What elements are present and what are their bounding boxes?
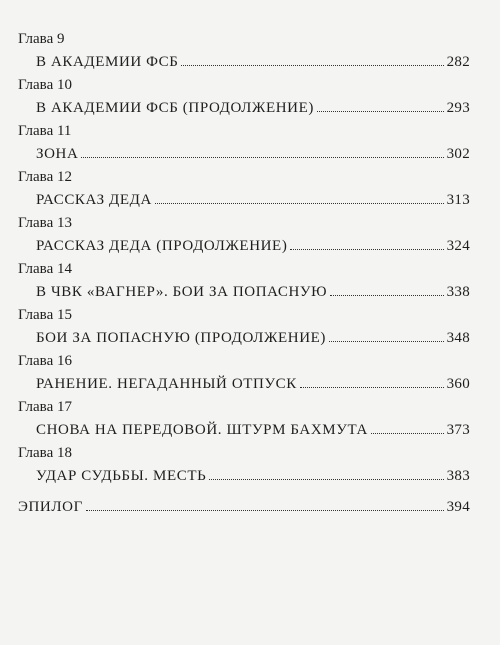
toc-entry-chapter-10 [18, 74, 470, 120]
chapter-label: Глава 18 [18, 445, 72, 461]
page-number: 373 [446, 422, 470, 438]
dot-leader [81, 157, 443, 158]
toc-entry-chapter-13 [18, 212, 470, 258]
chapter-title: СНОВА НА ПЕРЕДОВОЙ. ШТУРМ БАХМУТА [36, 422, 368, 438]
chapter-title: ЗОНА [36, 146, 79, 162]
chapter-row [36, 281, 470, 304]
toc-entry-chapter-11 [18, 120, 470, 166]
chapter-label: Глава 14 [18, 261, 72, 277]
toc-entry-chapter-17 [18, 396, 470, 442]
toc-entry-chapter-15 [18, 304, 470, 350]
chapter-row [36, 327, 470, 350]
chapter-label: Глава 16 [18, 353, 72, 369]
chapter-title: В ЧВК «ВАГНЕР». БОИ ЗА ПОПАСНУЮ [36, 284, 328, 300]
dot-leader [371, 433, 444, 434]
chapter-row [36, 419, 470, 442]
chapter-row [36, 51, 470, 74]
chapter-label: Глава 15 [18, 307, 72, 323]
table-of-contents [18, 28, 470, 519]
chapter-title: РАССКАЗ ДЕДА (ПРОДОЛЖЕНИЕ) [36, 238, 288, 254]
chapter-row [36, 143, 470, 166]
dot-leader [330, 295, 443, 296]
dot-leader [209, 479, 443, 480]
toc-entry-epilogue [18, 496, 470, 519]
page-number: 302 [446, 146, 470, 162]
chapter-label: Глава 10 [18, 77, 72, 93]
dot-leader [329, 341, 444, 342]
toc-entry-chapter-16 [18, 350, 470, 396]
chapter-label: Глава 17 [18, 399, 72, 415]
chapter-row [36, 189, 470, 212]
dot-leader [317, 111, 444, 112]
epilogue-title: ЭПИЛОГ [18, 499, 83, 515]
chapter-row [36, 373, 470, 396]
page-number: 394 [446, 499, 470, 515]
dot-leader [181, 65, 443, 66]
chapter-title: В АКАДЕМИИ ФСБ [36, 54, 179, 70]
chapter-title: РАНЕНИЕ. НЕГАДАННЫЙ ОТПУСК [36, 376, 297, 392]
page-number: 348 [446, 330, 470, 346]
dot-leader [300, 387, 444, 388]
chapter-label: Глава 9 [18, 31, 65, 47]
chapter-title: БОИ ЗА ПОПАСНУЮ (ПРОДОЛЖЕНИЕ) [36, 330, 326, 346]
chapter-title: РАССКАЗ ДЕДА [36, 192, 152, 208]
dot-leader [290, 249, 443, 250]
chapter-label: Глава 12 [18, 169, 72, 185]
page-number: 324 [446, 238, 470, 254]
epilogue-row [18, 496, 470, 519]
chapter-label: Глава 11 [18, 123, 72, 139]
dot-leader [155, 203, 444, 204]
page-number: 360 [446, 376, 470, 392]
chapter-row [36, 465, 470, 488]
chapter-row [36, 97, 470, 120]
page-number: 293 [446, 100, 470, 116]
page-number: 383 [446, 468, 470, 484]
toc-entry-chapter-9 [18, 28, 470, 74]
toc-entry-chapter-12 [18, 166, 470, 212]
page-number: 313 [446, 192, 470, 208]
chapter-row [36, 235, 470, 258]
chapter-label: Глава 13 [18, 215, 72, 231]
chapter-title: В АКАДЕМИИ ФСБ (ПРОДОЛЖЕНИЕ) [36, 100, 314, 116]
toc-entry-chapter-18 [18, 442, 470, 488]
dot-leader [86, 510, 444, 511]
toc-entry-chapter-14 [18, 258, 470, 304]
page-number: 338 [446, 284, 470, 300]
chapter-title: УДАР СУДЬБЫ. МЕСТЬ [36, 468, 207, 484]
page-number: 282 [446, 54, 470, 70]
